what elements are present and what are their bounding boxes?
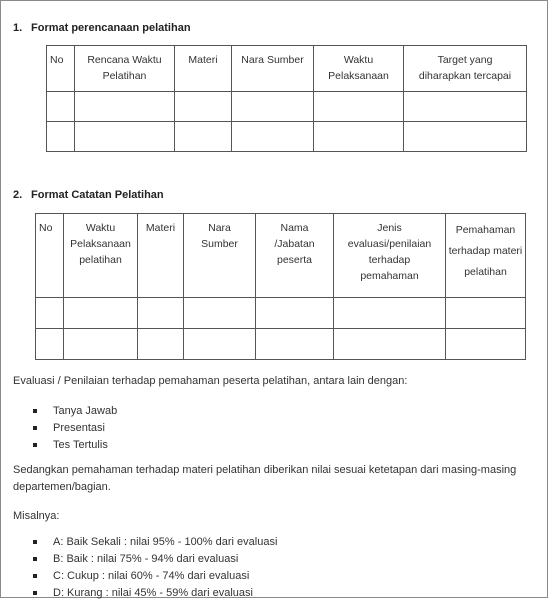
list-item-text: C: Cukup : nilai 60% - 74% dari evaluasi (53, 570, 250, 582)
section-1-title: Format perencanaan pelatihan (31, 22, 191, 34)
bullet-square-icon (33, 426, 37, 430)
header-pemahaman: Pemahaman terhadap materi pelatihan (446, 214, 526, 298)
section-2-number: 2. (13, 189, 23, 201)
header-materi: Materi (175, 46, 232, 92)
table-cell[interactable] (446, 329, 526, 360)
table-cell[interactable] (36, 298, 64, 329)
evaluation-methods-list (31, 403, 117, 454)
table-cell[interactable] (314, 92, 404, 122)
grades-list (31, 534, 277, 602)
table-cell[interactable] (334, 298, 446, 329)
table-cell[interactable] (47, 122, 75, 152)
list-item (31, 585, 277, 602)
table-cell[interactable] (256, 329, 334, 360)
header-jenis-evaluasi: Jenis evaluasi/penilaian terhadap pemahaman (334, 214, 446, 298)
list-item-text: Tes Tertulis (53, 439, 108, 451)
table-cell[interactable] (36, 329, 64, 360)
list-item (31, 403, 117, 420)
header-nama-jabatan: Nama /Jabatan peserta (256, 214, 334, 298)
table-cell[interactable] (184, 298, 256, 329)
table-cell[interactable] (64, 298, 138, 329)
header-waktu-pelaksanaan: Waktu Pelaksanaan (314, 46, 404, 92)
bullet-square-icon (33, 540, 37, 544)
example-label: Misalnya: (13, 510, 60, 522)
table-cell[interactable] (175, 92, 232, 122)
bullet-square-icon (33, 574, 37, 578)
table-cell[interactable] (138, 329, 184, 360)
planning-table (46, 45, 527, 152)
training-record-table (35, 213, 526, 360)
header-target: Target yang diharapkan tercapai (404, 46, 527, 92)
section-2-title: Format Catatan Pelatihan (31, 189, 164, 201)
table-cell[interactable] (75, 92, 175, 122)
table-cell[interactable] (256, 298, 334, 329)
header-materi: Materi (138, 214, 184, 298)
bullet-square-icon (33, 591, 37, 595)
list-item (31, 437, 117, 454)
header-rencana-waktu: Rencana Waktu Pelatihan (75, 46, 175, 92)
table-row (36, 298, 526, 329)
header-no: No (47, 46, 75, 92)
bullet-square-icon (33, 409, 37, 413)
header-nara-sumber: Nara Sumber (184, 214, 256, 298)
bullet-square-icon (33, 443, 37, 447)
list-item (31, 420, 117, 437)
table-cell[interactable] (175, 122, 232, 152)
evaluation-intro: Evaluasi / Penilaian terhadap pemahaman peserta pelatihan, antara lain dengan: (13, 375, 408, 387)
table-cell[interactable] (334, 329, 446, 360)
planning-table-header-row (47, 46, 527, 92)
table-cell[interactable] (75, 122, 175, 152)
bullet-square-icon (33, 557, 37, 561)
list-item-text: D: Kurang : nilai 45% - 59% dari evaluasi (53, 587, 253, 599)
training-record-header-row (36, 214, 526, 298)
table-cell[interactable] (47, 92, 75, 122)
list-item (31, 534, 277, 551)
list-item-text: B: Baik : nilai 75% - 94% dari evaluasi (53, 553, 239, 565)
list-item (31, 551, 277, 568)
table-cell[interactable] (404, 92, 527, 122)
header-waktu-pelaksanaan: Waktu Pelaksanaan pelatihan (64, 214, 138, 298)
table-cell[interactable] (184, 329, 256, 360)
section-1-heading (13, 22, 191, 34)
table-cell[interactable] (138, 298, 184, 329)
list-item (31, 568, 277, 585)
table-cell[interactable] (64, 329, 138, 360)
table-cell[interactable] (232, 122, 314, 152)
list-item-text: Presentasi (53, 422, 105, 434)
table-row (47, 92, 527, 122)
grading-intro: Sedangkan pemahaman terhadap materi pelatihan diberikan nilai sesuai ketetapan dari masing-masing departemen/bagian. (13, 464, 517, 493)
header-no: No (36, 214, 64, 298)
table-cell[interactable] (404, 122, 527, 152)
header-nara-sumber: Nara Sumber (232, 46, 314, 92)
table-cell[interactable] (232, 92, 314, 122)
list-item-text: Tanya Jawab (53, 405, 118, 417)
table-row (47, 122, 527, 152)
section-2-heading (13, 189, 164, 201)
section-1-number: 1. (13, 22, 23, 34)
table-row (36, 329, 526, 360)
table-cell[interactable] (314, 122, 404, 152)
list-item-text: A: Baik Sekali : nilai 95% - 100% dari evaluasi (53, 536, 278, 548)
table-cell[interactable] (446, 298, 526, 329)
